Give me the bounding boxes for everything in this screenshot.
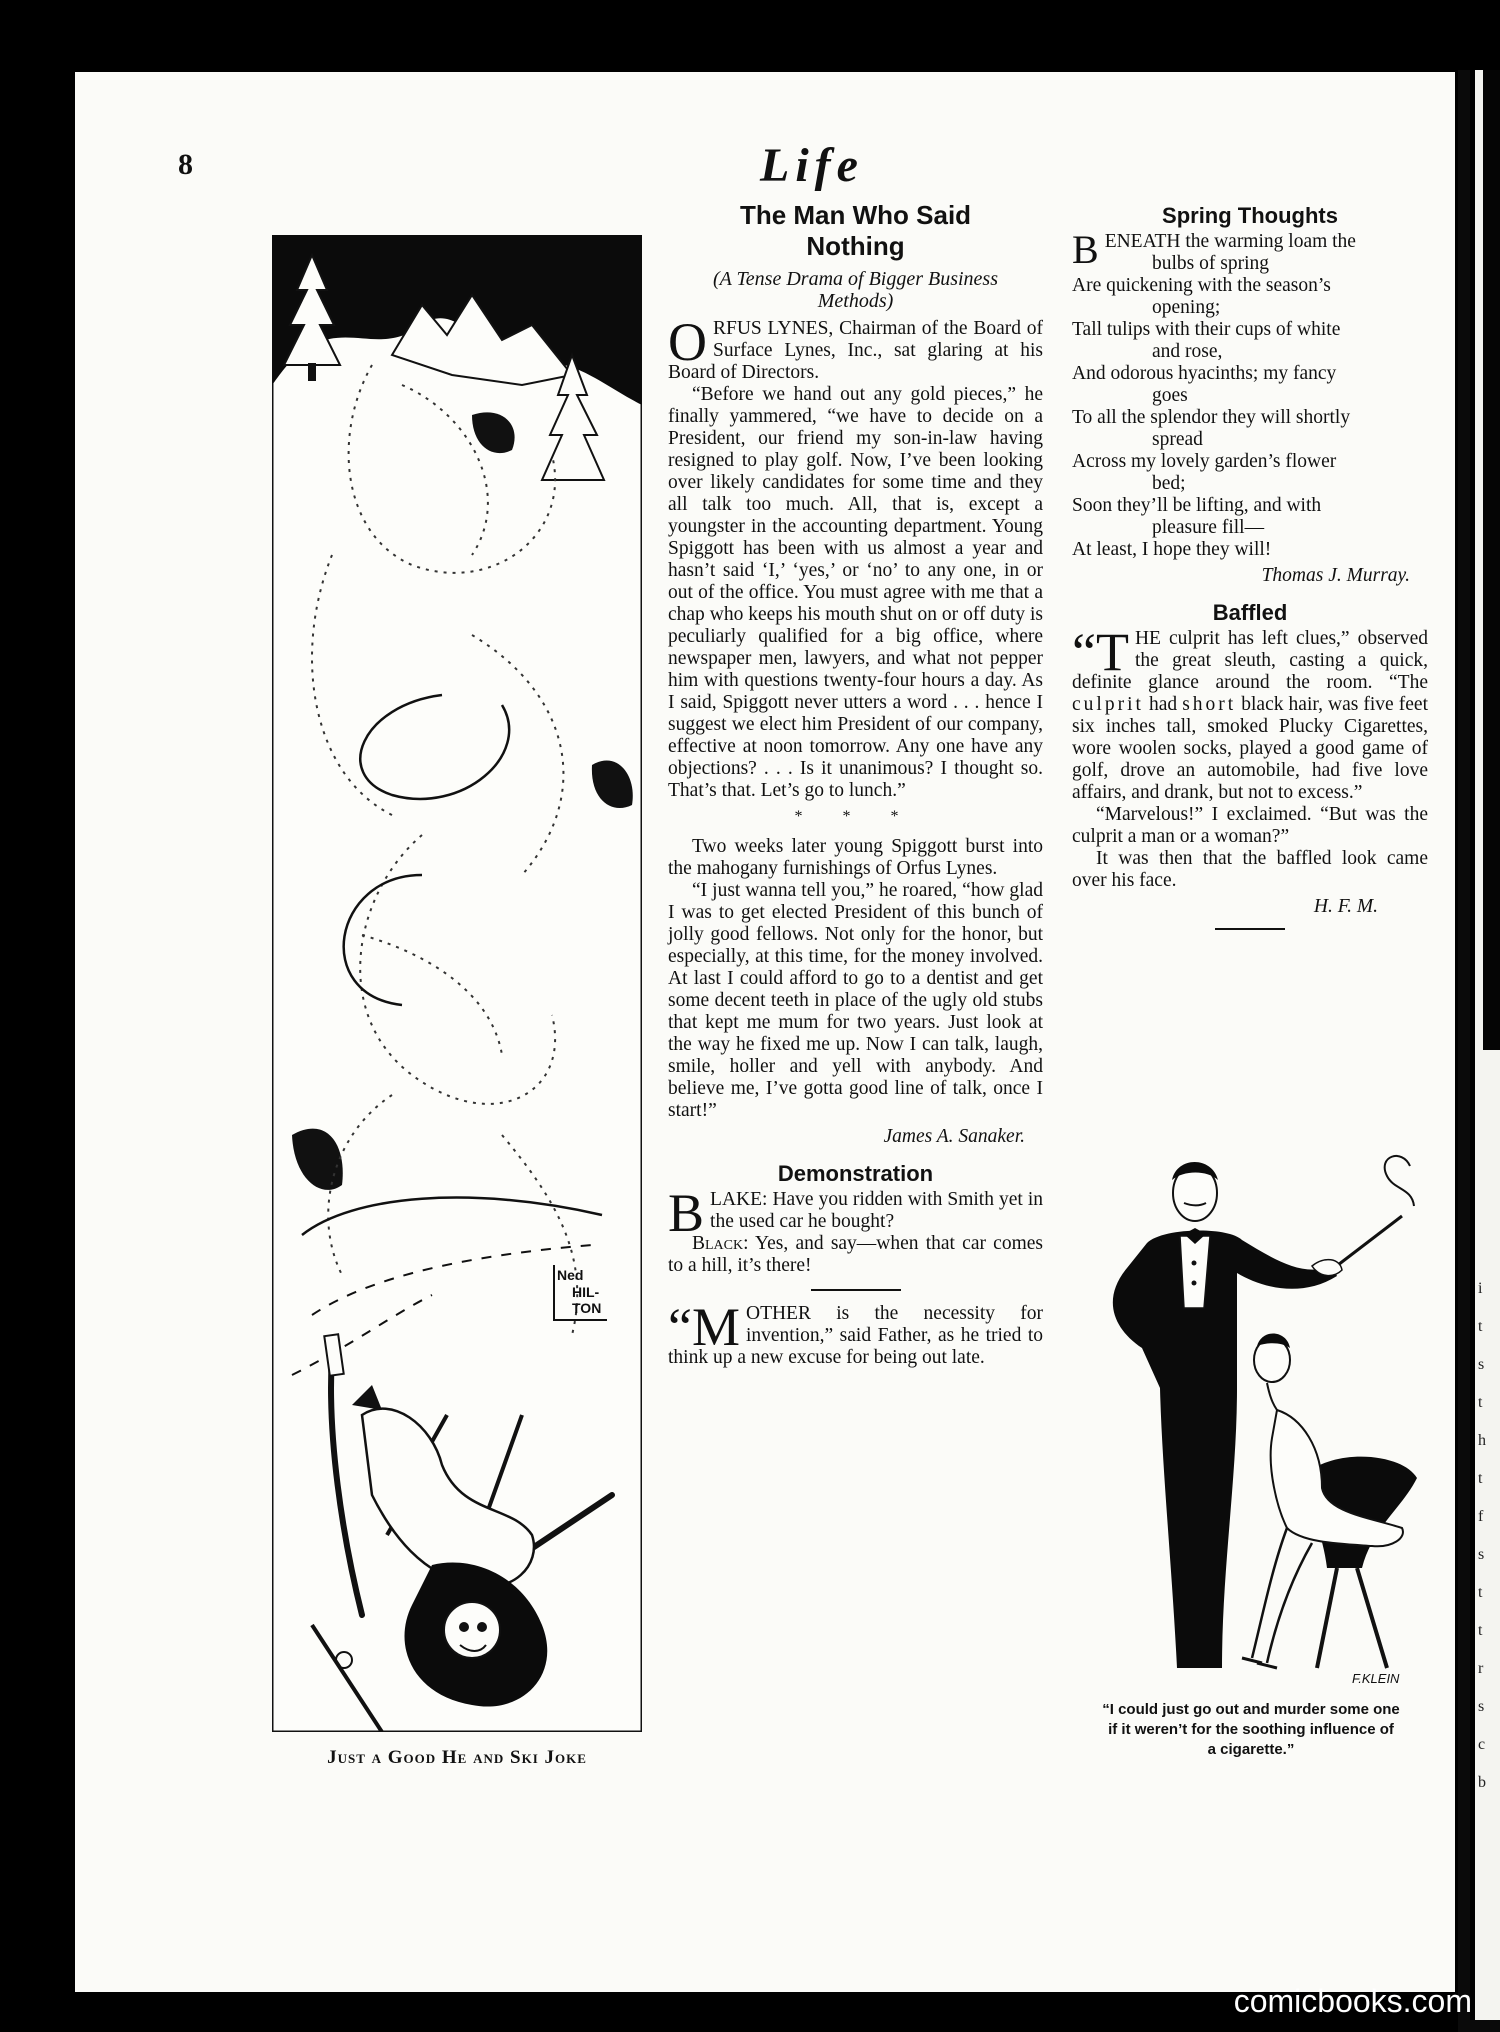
next-page-letter: t xyxy=(1478,1318,1483,1335)
next-page-letter: f xyxy=(1478,1508,1484,1525)
poem-line: At least, I hope they will! xyxy=(1072,539,1272,560)
poem-line: pleasure fill— xyxy=(1152,517,1265,538)
cartoonist-signature-1: Ned xyxy=(557,1267,584,1283)
story3-paragraph: “M OTHER is the necessity for invention,” said Father, as he tried to think up a new excuse for being out late. xyxy=(668,1297,1043,1368)
ski-cartoon-caption: Just a Good He and Ski Joke xyxy=(327,1747,587,1768)
next-page-letter: s xyxy=(1478,1356,1485,1373)
next-page-letter: t xyxy=(1478,1394,1483,1411)
next-page-letter: t xyxy=(1478,1584,1483,1601)
poem-line: To all the splendor they will shortly xyxy=(1072,407,1351,428)
poem-line: and rose, xyxy=(1152,341,1223,362)
story-title-man-who-said-nothing: The Man Who Said Nothing xyxy=(739,200,972,261)
story-title-baffled: Baffled xyxy=(1212,600,1288,625)
section-break-stars: * * * xyxy=(794,808,917,825)
dropcap: “M xyxy=(668,1297,740,1357)
story1-paragraph-3: Two weeks later young Spiggott burst into the mahogany furnishings of Orfus Lynes. xyxy=(668,836,1043,879)
next-page-letter: t xyxy=(1478,1470,1483,1487)
next-page-letter: t xyxy=(1478,1622,1483,1639)
poem-line: bulbs of spring xyxy=(1152,253,1269,274)
story-title-demonstration: Demonstration xyxy=(777,1161,934,1186)
story-subtitle: (A Tense Drama of Bigger Business Methods) xyxy=(713,268,998,312)
next-page-letter: h xyxy=(1478,1432,1486,1449)
poem-line: BENEATH the warming loam the xyxy=(1072,227,1356,272)
masthead: Life xyxy=(760,139,864,192)
page-number: 8 xyxy=(178,148,193,181)
next-page-gutter xyxy=(1483,70,1500,1050)
next-page-letter: b xyxy=(1478,1774,1486,1791)
next-page-letter: s xyxy=(1478,1698,1485,1715)
next-page-letter: c xyxy=(1478,1736,1486,1753)
next-page-letter: r xyxy=(1478,1660,1484,1677)
next-page-letter: i xyxy=(1478,1280,1483,1297)
poem-line: Across my lovely garden’s flower xyxy=(1072,451,1337,472)
dropcap: B xyxy=(668,1183,705,1243)
poem-line: opening; xyxy=(1152,297,1221,318)
dropcap: “T xyxy=(1072,622,1129,682)
cartoonist-signature-3: TON xyxy=(572,1300,602,1316)
site-watermark: comicbooks.com xyxy=(1233,1983,1472,2019)
smoking-cartoon-illustration xyxy=(1072,1148,1428,1693)
dropcap: B xyxy=(1072,227,1099,272)
divider-rule xyxy=(1215,928,1285,930)
poem-line: Are quickening with the season’s xyxy=(1072,275,1331,296)
ski-cartoon-illustration xyxy=(272,235,642,1732)
divider-rule xyxy=(811,1289,901,1291)
poem-line: Soon they’ll be lifting, and with xyxy=(1072,495,1322,516)
next-page-letters xyxy=(1478,1270,1486,1802)
story2-line-2: Black: Yes, and say—when that car comes to a hill, it’s there! xyxy=(668,1233,1043,1276)
story4-byline: H. F. M. xyxy=(1313,896,1378,917)
poem-line: goes xyxy=(1152,385,1188,406)
story2-line-1: BLAKE: Have you ridden with Smith yet in the used car he bought? xyxy=(668,1183,1043,1243)
story1-paragraph-4: “I just wanna tell you,” he roared, “how glad I was to get elected President of this bunch of jolly good fellows. Not only for the honor, but especially, at this time, for the money involved. At last I could afford to go to a dentist and get some decent teeth in place of the ugly old stubs that kept me mum for two years. Just look at the way he fixed me up. Now I can talk, laugh, smile, holler and yell with anybody. And believe me, I’ve gotta good line of talk, once I start!” xyxy=(668,880,1043,1121)
poem-line: Tall tulips with their cups of white xyxy=(1072,319,1341,340)
poem-line: And odorous hyacinths; my fancy xyxy=(1072,363,1337,384)
story4-paragraph-2: “Marvelous!” I exclaimed. “But was the culprit a man or a woman?” xyxy=(1072,804,1428,847)
next-page-sliver xyxy=(1470,70,1500,2020)
cartoonist-signature-2: HIL- xyxy=(572,1284,600,1300)
poem-title: Spring Thoughts xyxy=(1162,203,1338,228)
story1-byline: James A. Sanaker. xyxy=(883,1126,1025,1147)
poem-body xyxy=(1072,227,1428,561)
story4-paragraph-3: It was then that the baffled look came over his face. xyxy=(1072,848,1428,891)
illustrator-signature: F.KLEIN xyxy=(1352,1671,1400,1686)
story1-paragraph-1: ORFUS LYNES, Chairman of the Board of Surface Lynes, Inc., sat glaring at his Board of Directors. xyxy=(668,312,1043,383)
story1-paragraph-2: “Before we hand out any gold pieces,” he finally yammered, “we have to decide on a President, our friend my son-in-law having resigned to play golf. Now, I’ve been looking over likely candidates for some time and they all talk too much. All, that is, except a youngster in the accounting department. Young Spiggott has been with us almost a year and hasn’t said ‘I,’ ‘yes,’ or ‘no’ to any one, in or out of the office. You must agree with me that a chap who keeps his mouth shut on or off duty is peculiarly qualified for a big office, where newspaper men, lawyers, and what not pepper him with questions twenty-four hours a day. As I said, Spiggott never utters a word . . . hence I suggest we elect him President of our company, effective at noon tomorrow. Any one have any objections? . . . Is it unanimous? I thought so. That’s that. Let’s go to lunch.” xyxy=(668,384,1043,801)
middle-column xyxy=(668,200,1043,1369)
poem-line: bed; xyxy=(1152,473,1186,494)
story4-paragraph-1: “T HE culprit has left clues,” observed the great sleuth, casting a quick, definite glance around the room. “The culprit had short black hair, was five feet six inches tall, smoked Plucky Cigarettes, wore woolen socks, played a good game of golf, drove an automobile, had five love affairs, and drank, but not to excess.” xyxy=(1072,622,1428,803)
dropcap: O xyxy=(668,312,707,372)
right-column xyxy=(1072,200,1428,942)
poem-line: spread xyxy=(1152,429,1203,450)
poem-byline: Thomas J. Murray. xyxy=(1261,565,1410,586)
next-page-letter: s xyxy=(1478,1546,1485,1563)
smoking-cartoon-caption: “I could just go out and murder some one if it weren’t for the soothing influence of a cigarette.” xyxy=(1102,1701,1400,1758)
